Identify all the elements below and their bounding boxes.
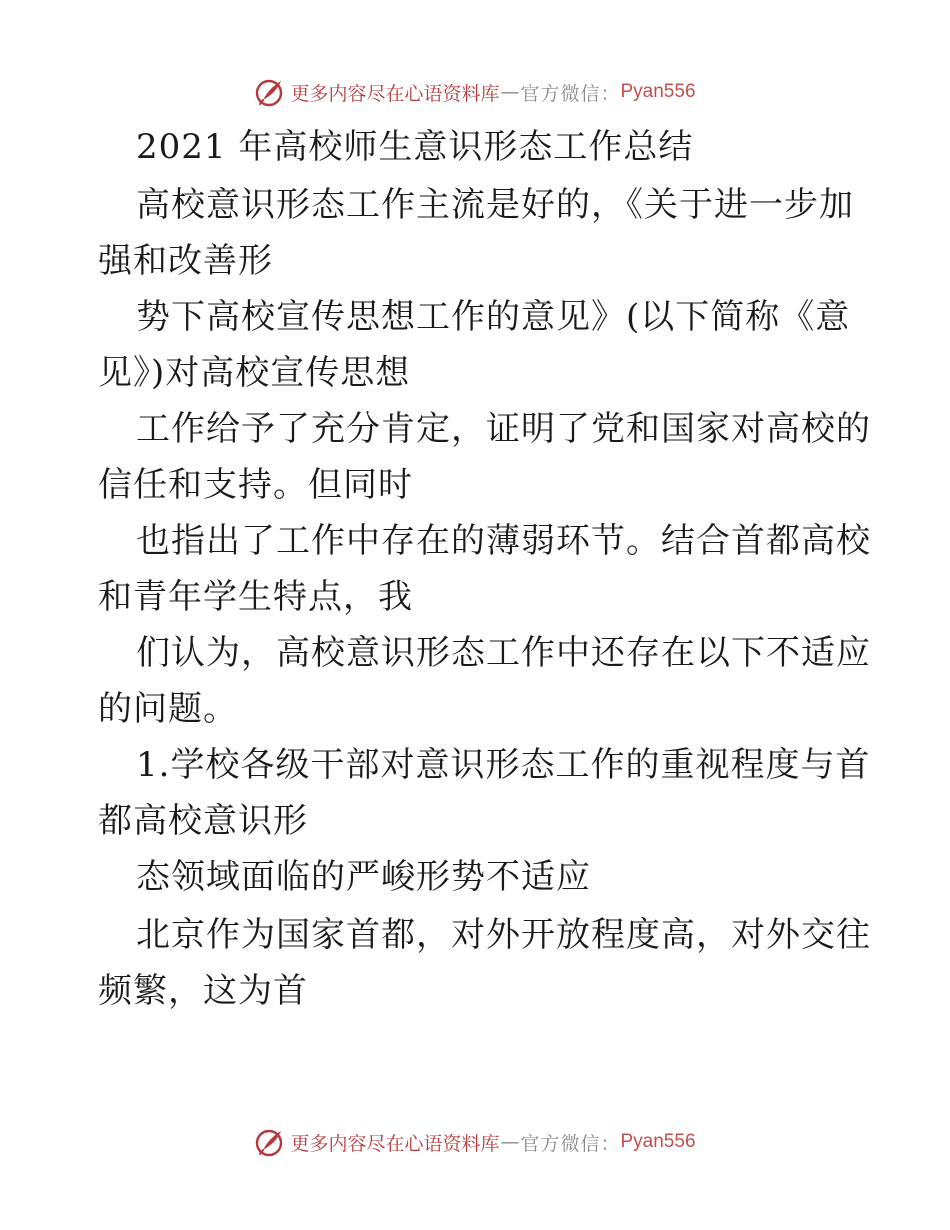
paragraph-line: 强和改善形: [98, 241, 273, 281]
watermark-site-text: 更多内容尽在心语资料库: [290, 1132, 500, 1155]
list-item-heading: 1.学校各级干部对意识形态工作的重视程度与首: [136, 745, 871, 785]
paragraph-line: 们认为，高校意识形态工作中还存在以下不适应: [136, 633, 871, 673]
paragraph-line: 也指出了工作中存在的薄弱环节。结合首都高校: [136, 521, 871, 561]
watermark-footer: [0, 1124, 950, 1160]
list-item-heading-cont: 都高校意识形: [98, 801, 308, 841]
watermark-header: [0, 74, 950, 110]
watermark-wechat-label: 官方微信：: [520, 1132, 621, 1155]
paragraph-line: 信任和支持。但同时: [98, 465, 413, 505]
paragraph-line: 势下高校宣传思想工作的意见》(以下简称《意: [136, 297, 851, 337]
feather-pen-circle-icon: [254, 76, 286, 108]
watermark-wechat-id: Pyan556: [620, 81, 696, 102]
watermark-wechat-label: 官方微信：: [520, 82, 621, 105]
paragraph-line: 工作给予了充分肯定，证明了党和国家对高校的: [136, 409, 871, 449]
paragraph-line: 高校意识形态工作主流是好的，《关于进一步加: [136, 185, 854, 225]
watermark-wechat-id: Pyan556: [620, 1131, 696, 1152]
paragraph-line: 和青年学生特点，我: [98, 577, 413, 617]
watermark-site-text: 更多内容尽在心语资料库: [290, 82, 500, 105]
document-body: [98, 118, 871, 1018]
list-item-heading-cont: 态领域面临的严峻形势不适应: [136, 857, 591, 897]
feather-pen-circle-icon: [254, 1126, 286, 1158]
paragraph-line: 见》)对高校宣传思想: [98, 353, 411, 393]
paragraph-line: 的问题。: [98, 689, 238, 729]
watermark-dash: —: [500, 1131, 520, 1153]
paragraph-line: 频繁，这为首: [98, 971, 308, 1011]
paragraph-line: 北京作为国家首都，对外开放程度高，对外交往: [136, 915, 871, 955]
document-title: 2021 年高校师生意识形态工作总结: [136, 127, 694, 167]
watermark-dash: —: [500, 81, 520, 103]
